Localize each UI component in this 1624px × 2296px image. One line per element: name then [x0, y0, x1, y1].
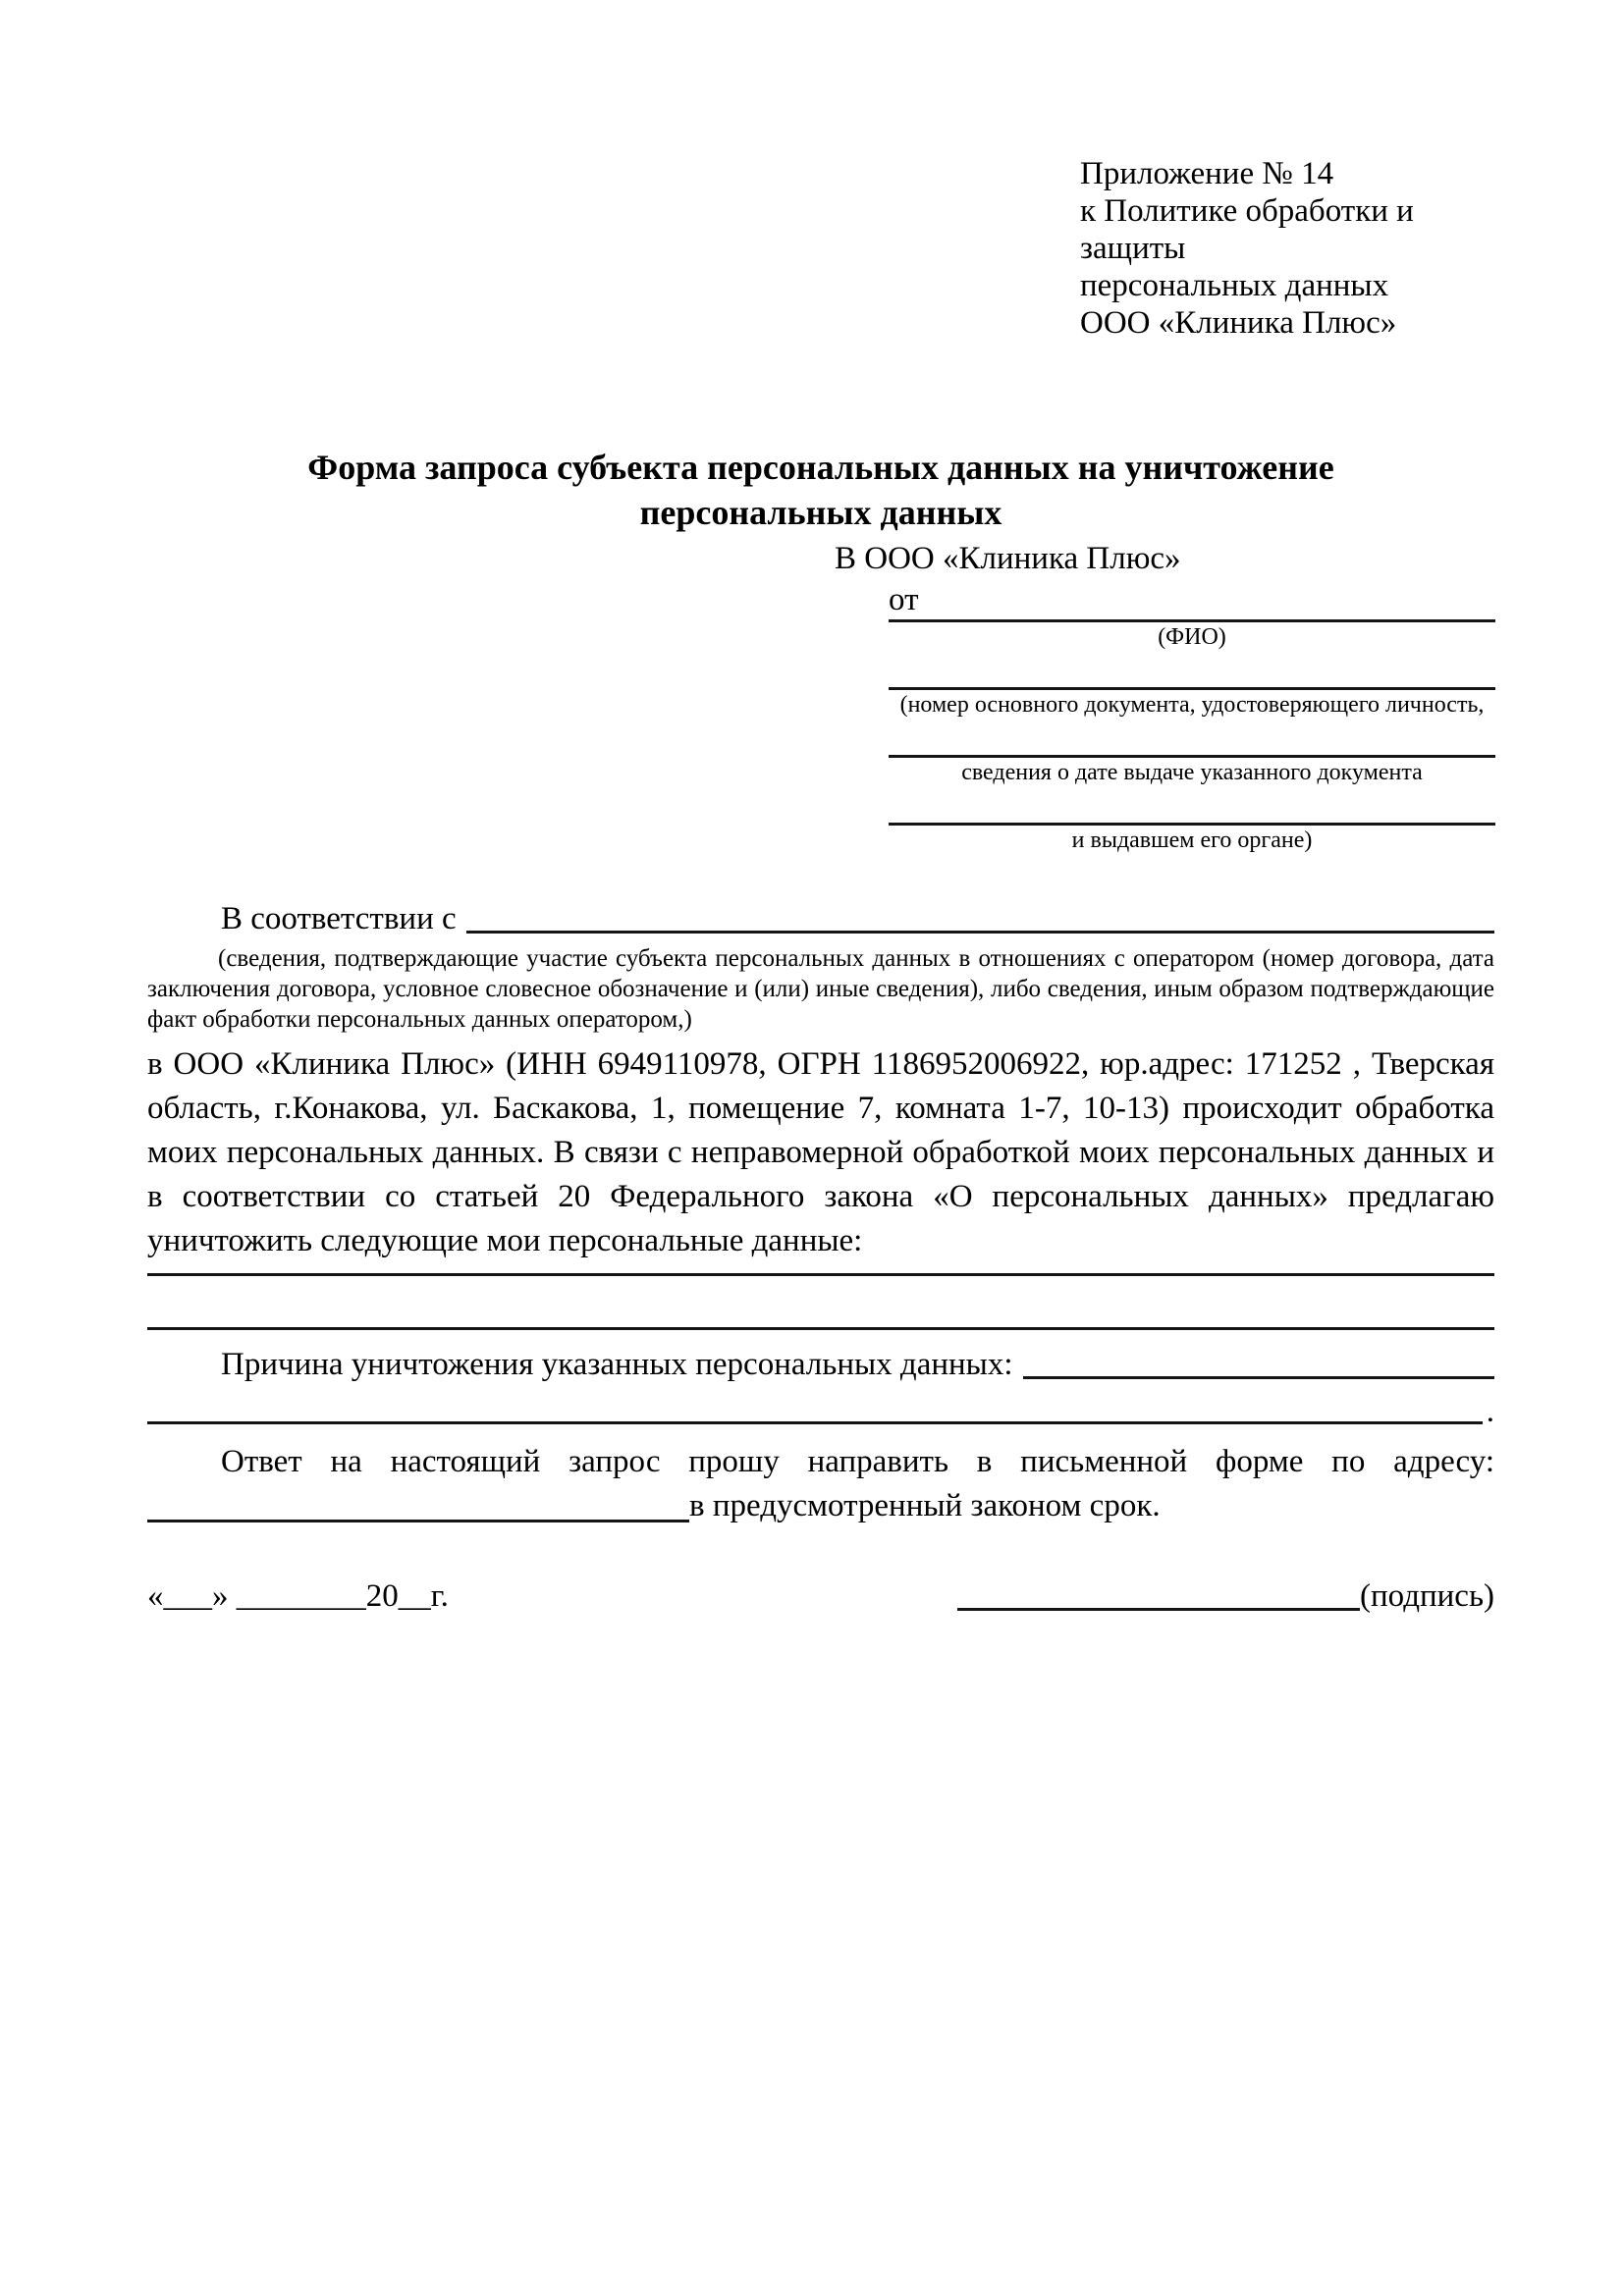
- reply-request-line: Ответ на настоящий запрос прошу направить в письменной форме по адресу:: [221, 1444, 1494, 1479]
- addressee-company: В ООО «Клиника Плюс»: [835, 541, 1181, 576]
- reply-term-text: в предусмотренный законом срок.: [689, 1488, 1161, 1523]
- signature-block: [957, 1575, 1494, 1617]
- appendix-policy-line: к Политике обработки и защиты: [1080, 193, 1414, 266]
- signature-caption: (подпись): [1360, 1578, 1494, 1614]
- issue-date-field: [889, 755, 1495, 787]
- fio-caption: (ФИО): [1158, 624, 1226, 650]
- appendix-header: [1080, 155, 1494, 342]
- reply-address-blank-line: [147, 1520, 689, 1522]
- issuing-authority-field: [889, 823, 1495, 855]
- accordance-label: В соответствии с: [221, 901, 457, 936]
- form-title: Форма запроса субъекта персональных данных на уничтожение персональных данных: [307, 448, 1334, 532]
- reason-period: .: [1486, 1394, 1494, 1429]
- reply-address-row: [147, 1484, 1494, 1528]
- personal-data-blank-line-2: [147, 1276, 1494, 1330]
- appendix-company-line: ООО «Клиника Плюс»: [1080, 305, 1397, 341]
- issuing-authority-caption: и выдавшем его органе): [1071, 828, 1313, 853]
- reason-row: [147, 1344, 1494, 1385]
- signature-blank-line: [957, 1608, 1360, 1611]
- accordance-row: [147, 898, 1494, 939]
- date-line: «___» ________20__г.: [147, 1578, 449, 1614]
- appendix-policy-line-2: персональных данных: [1080, 268, 1389, 303]
- from-label: от: [889, 582, 919, 617]
- footer-row: [147, 1575, 1494, 1617]
- reason-label: Причина уничтожения указанных персональных данных:: [221, 1347, 1013, 1382]
- reason-blank-line-2: [147, 1421, 1483, 1424]
- body-paragraph: в ООО «Клиника Плюс» (ИНН 6949110978, ОГРН 1186952006922, юр.адрес: 171252 , Тверская область, г.Конакова, ул. Баскакова, 1, помещение 7, комната 1-7, 10-13) происходит обработка моих персональных данных. В связи с неправомерной обработкой моих персональных данных и в соответствии со статьей 20 Федерального закона «О персональных данных» предлагаю уничтожить следующие мои персональные данные:: [147, 1046, 1494, 1258]
- appendix-number-line: Приложение № 14: [1080, 156, 1334, 191]
- personal-data-blank-line-1: [147, 1263, 1494, 1276]
- fio-field: [889, 619, 1495, 652]
- reason-blank-line: [1023, 1376, 1494, 1379]
- issue-date-caption: сведения о дате выдаче указанного документа: [961, 760, 1423, 785]
- document-number-caption: (номер основного документа, удостоверяющего личность,: [899, 692, 1485, 718]
- document-number-field: [889, 687, 1495, 720]
- identity-fields: [889, 619, 1495, 855]
- accordance-footnote: (сведения, подтверждающие участие субъекта персональных данных в отношениях с оператором (номер договора, дата заключения договора, условное словесное обозначение и (или) иные сведения), либо сведения, иным образом подтверждающие факт обработки персональных данных оператором,): [147, 945, 1494, 1033]
- reason-continuation-row: [147, 1385, 1494, 1430]
- accordance-blank-line: [466, 931, 1494, 934]
